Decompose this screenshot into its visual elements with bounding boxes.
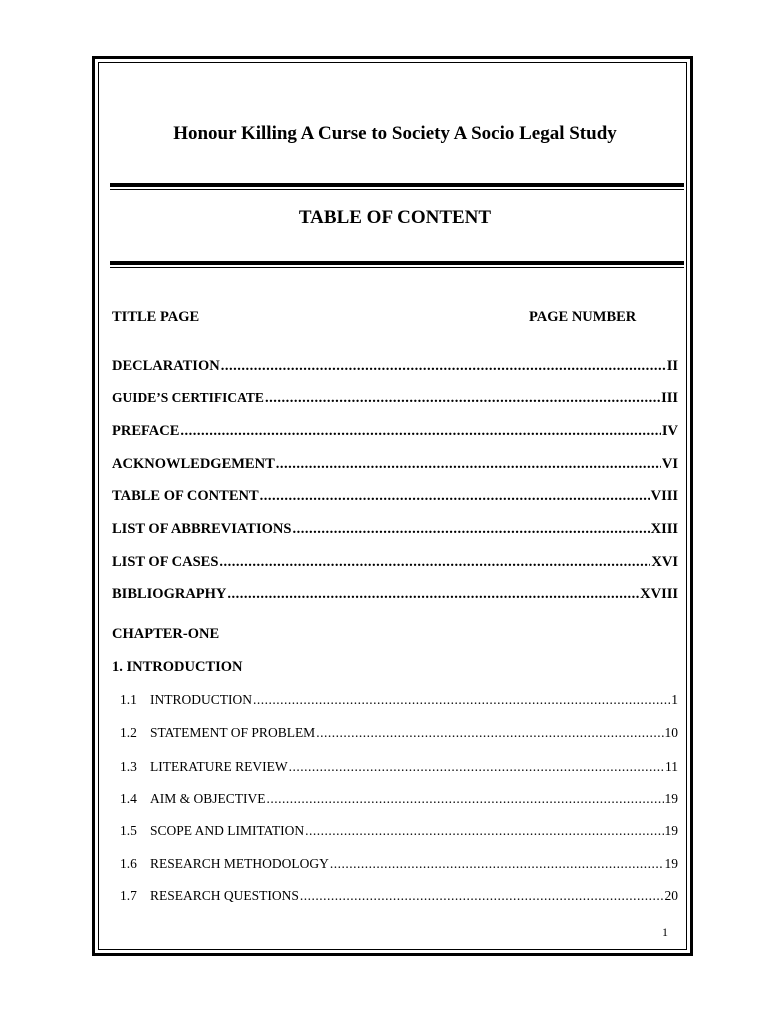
toc-section-1-1[interactable]	[120, 692, 678, 712]
toc-entry-page: XIII	[650, 521, 678, 537]
toc-heading: TABLE OF CONTENT	[298, 207, 492, 228]
dot-leader	[219, 554, 650, 571]
toc-entry-page: XVIII	[640, 586, 678, 602]
toc-entry-list-of-abbreviations[interactable]	[112, 521, 678, 541]
toc-entry-guides-certificate[interactable]	[112, 390, 678, 410]
section-label: RESEARCH QUESTIONS	[150, 888, 299, 903]
chapter-title[interactable]: 1. INTRODUCTION	[112, 659, 243, 675]
section-label: SCOPE AND LIMITATION	[150, 823, 305, 838]
toc-entry-table-of-content[interactable]	[112, 488, 678, 508]
dot-leader	[221, 358, 666, 375]
dot-leader	[292, 521, 649, 538]
section-page: 20	[664, 888, 678, 903]
toc-entry-page: II	[666, 358, 678, 374]
toc-section-1-2[interactable]	[120, 725, 678, 745]
section-number: 1.7	[120, 888, 137, 903]
toc-section-1-7[interactable]	[120, 888, 678, 908]
section-number: 1.3	[120, 759, 137, 774]
column-header-page: PAGE NUMBER	[529, 309, 637, 325]
section-page: 19	[664, 791, 678, 806]
toc-entry-bibliography[interactable]	[112, 586, 678, 606]
divider-top	[110, 183, 684, 190]
section-page: 10	[664, 725, 678, 740]
dot-leader	[267, 791, 664, 807]
section-page: 19	[664, 856, 678, 871]
dot-leader	[276, 456, 661, 473]
toc-section-1-3[interactable]	[120, 759, 678, 779]
dot-leader	[260, 488, 650, 505]
dot-leader	[180, 423, 660, 440]
section-number: 1.5	[120, 823, 137, 838]
section-page: 19	[664, 823, 678, 838]
section-page: 11	[665, 759, 678, 774]
section-label: AIM & OBJECTIVE	[150, 791, 266, 806]
section-number: 1.1	[120, 692, 137, 707]
toc-entry-label: PREFACE	[112, 423, 180, 439]
toc-entry-label: GUIDE’S CERTIFICATE	[112, 390, 264, 405]
toc-entry-label: BIBLIOGRAPHY	[112, 586, 227, 602]
section-number: 1.4	[120, 791, 137, 806]
divider-bottom	[110, 261, 684, 268]
toc-entry-preface[interactable]	[112, 423, 678, 443]
section-label: INTRODUCTION	[150, 692, 252, 707]
toc-entry-page: IV	[661, 423, 678, 439]
page-number: 1	[662, 925, 668, 939]
dot-leader	[253, 692, 670, 708]
toc-entry-list-of-cases[interactable]	[112, 554, 678, 574]
section-page: 1	[671, 692, 678, 707]
dot-leader	[300, 888, 664, 904]
toc-entry-declaration[interactable]	[112, 358, 678, 378]
section-label: RESEARCH METHODOLOGY	[150, 856, 329, 871]
document-title: Honour Killing A Curse to Society A Socio Legal Study	[173, 123, 617, 144]
toc-entry-label: LIST OF ABBREVIATIONS	[112, 521, 292, 537]
dot-leader	[305, 823, 663, 839]
toc-entry-page: VI	[661, 456, 678, 472]
section-number: 1.2	[120, 725, 137, 740]
dot-leader	[265, 390, 660, 407]
chapter-label: CHAPTER-ONE	[112, 626, 220, 642]
toc-entry-label: DECLARATION	[112, 358, 220, 374]
dot-leader	[227, 586, 639, 603]
toc-entry-page: XVI	[651, 554, 678, 570]
toc-section-1-6[interactable]	[120, 856, 678, 876]
toc-entry-label: ACKNOWLEDGEMENT	[112, 456, 275, 472]
toc-entry-acknowledgement[interactable]	[112, 456, 678, 476]
section-label: LITERATURE REVIEW	[150, 759, 288, 774]
toc-entry-label: TABLE OF CONTENT	[112, 488, 259, 504]
dot-leader	[316, 725, 663, 741]
column-header-title: TITLE PAGE	[112, 309, 200, 325]
toc-section-1-5[interactable]	[120, 823, 678, 843]
section-number: 1.6	[120, 856, 137, 871]
section-label: STATEMENT OF PROBLEM	[150, 725, 316, 740]
toc-section-1-4[interactable]	[120, 791, 678, 811]
dot-leader	[330, 856, 664, 872]
dot-leader	[289, 759, 664, 775]
toc-entry-page: VIII	[650, 488, 678, 504]
toc-entry-label: LIST OF CASES	[112, 554, 219, 570]
toc-entry-page: III	[661, 390, 678, 406]
